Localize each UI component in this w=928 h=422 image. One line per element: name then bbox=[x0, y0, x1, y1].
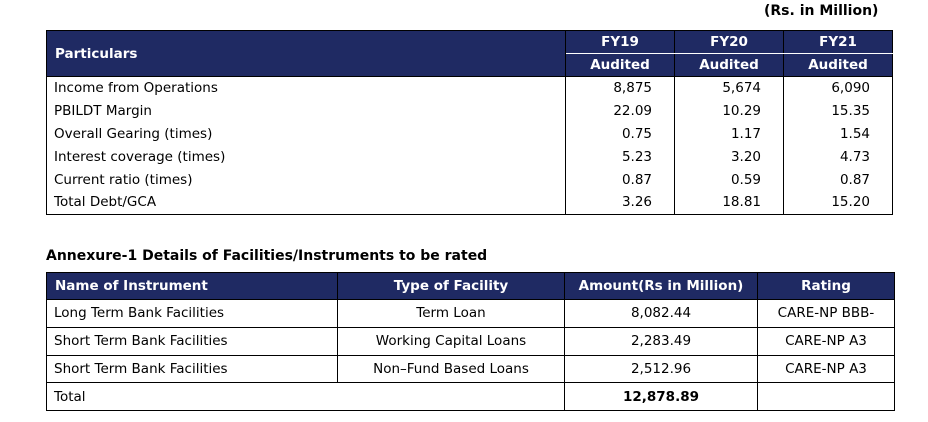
header-year: FY20 bbox=[675, 31, 784, 54]
value-cell: 5,674 bbox=[675, 77, 784, 100]
header-rating: Rating bbox=[758, 273, 895, 300]
value-cell: 18.81 bbox=[675, 191, 784, 214]
table-row bbox=[47, 168, 893, 191]
row-label: Current ratio (times) bbox=[47, 168, 566, 191]
header-audit-status: Audited bbox=[784, 54, 893, 77]
value-cell: 3.26 bbox=[566, 191, 675, 214]
row-label: Income from Operations bbox=[47, 77, 566, 100]
facility-type: Term Loan bbox=[338, 300, 565, 328]
total-label: Total bbox=[47, 383, 565, 411]
rating: CARE-NP A3 bbox=[758, 327, 895, 355]
row-label: Interest coverage (times) bbox=[47, 145, 566, 168]
value-cell: 0.87 bbox=[784, 168, 893, 191]
value-cell: 0.87 bbox=[566, 168, 675, 191]
instrument-name: Short Term Bank Facilities bbox=[47, 355, 338, 383]
facility-type: Working Capital Loans bbox=[338, 327, 565, 355]
value-cell: 6,090 bbox=[784, 77, 893, 100]
value-cell: 10.29 bbox=[675, 100, 784, 123]
row-label: PBILDT Margin bbox=[47, 100, 566, 123]
header-instrument-name: Name of Instrument bbox=[47, 273, 338, 300]
rating: CARE-NP BBB- bbox=[758, 300, 895, 328]
instrument-name: Long Term Bank Facilities bbox=[47, 300, 338, 328]
instrument-name: Short Term Bank Facilities bbox=[47, 327, 338, 355]
table-row bbox=[47, 123, 893, 146]
table-row bbox=[47, 327, 895, 355]
table-row bbox=[47, 191, 893, 214]
header-amount: Amount(Rs in Million) bbox=[565, 273, 758, 300]
value-cell: 4.73 bbox=[784, 145, 893, 168]
financial-summary-table bbox=[46, 30, 893, 215]
total-amount: 12,878.89 bbox=[565, 383, 758, 411]
value-cell: 5.23 bbox=[566, 145, 675, 168]
value-cell: 1.54 bbox=[784, 123, 893, 146]
value-cell: 22.09 bbox=[566, 100, 675, 123]
row-label: Total Debt/GCA bbox=[47, 191, 566, 214]
total-rating-empty bbox=[758, 383, 895, 411]
facility-type: Non–Fund Based Loans bbox=[338, 355, 565, 383]
table-row bbox=[47, 355, 895, 383]
amount: 8,082.44 bbox=[565, 300, 758, 328]
unit-note: (Rs. in Million) bbox=[764, 3, 879, 19]
row-label: Overall Gearing (times) bbox=[47, 123, 566, 146]
header-facility-type: Type of Facility bbox=[338, 273, 565, 300]
amount: 2,512.96 bbox=[565, 355, 758, 383]
header-audit-status: Audited bbox=[675, 54, 784, 77]
value-cell: 15.35 bbox=[784, 100, 893, 123]
table-row bbox=[47, 77, 893, 100]
header-audit-status: Audited bbox=[566, 54, 675, 77]
amount: 2,283.49 bbox=[565, 327, 758, 355]
value-cell: 8,875 bbox=[566, 77, 675, 100]
total-row bbox=[47, 383, 895, 411]
table-row bbox=[47, 100, 893, 123]
value-cell: 1.17 bbox=[675, 123, 784, 146]
value-cell: 0.75 bbox=[566, 123, 675, 146]
header-particulars: Particulars bbox=[47, 31, 566, 77]
table-row bbox=[47, 145, 893, 168]
header-year: FY19 bbox=[566, 31, 675, 54]
value-cell: 3.20 bbox=[675, 145, 784, 168]
facilities-table bbox=[46, 272, 895, 411]
header-year: FY21 bbox=[784, 31, 893, 54]
annexure-title: Annexure-1 Details of Facilities/Instruments to be rated bbox=[46, 248, 488, 264]
value-cell: 15.20 bbox=[784, 191, 893, 214]
value-cell: 0.59 bbox=[675, 168, 784, 191]
rating: CARE-NP A3 bbox=[758, 355, 895, 383]
table-row bbox=[47, 300, 895, 328]
